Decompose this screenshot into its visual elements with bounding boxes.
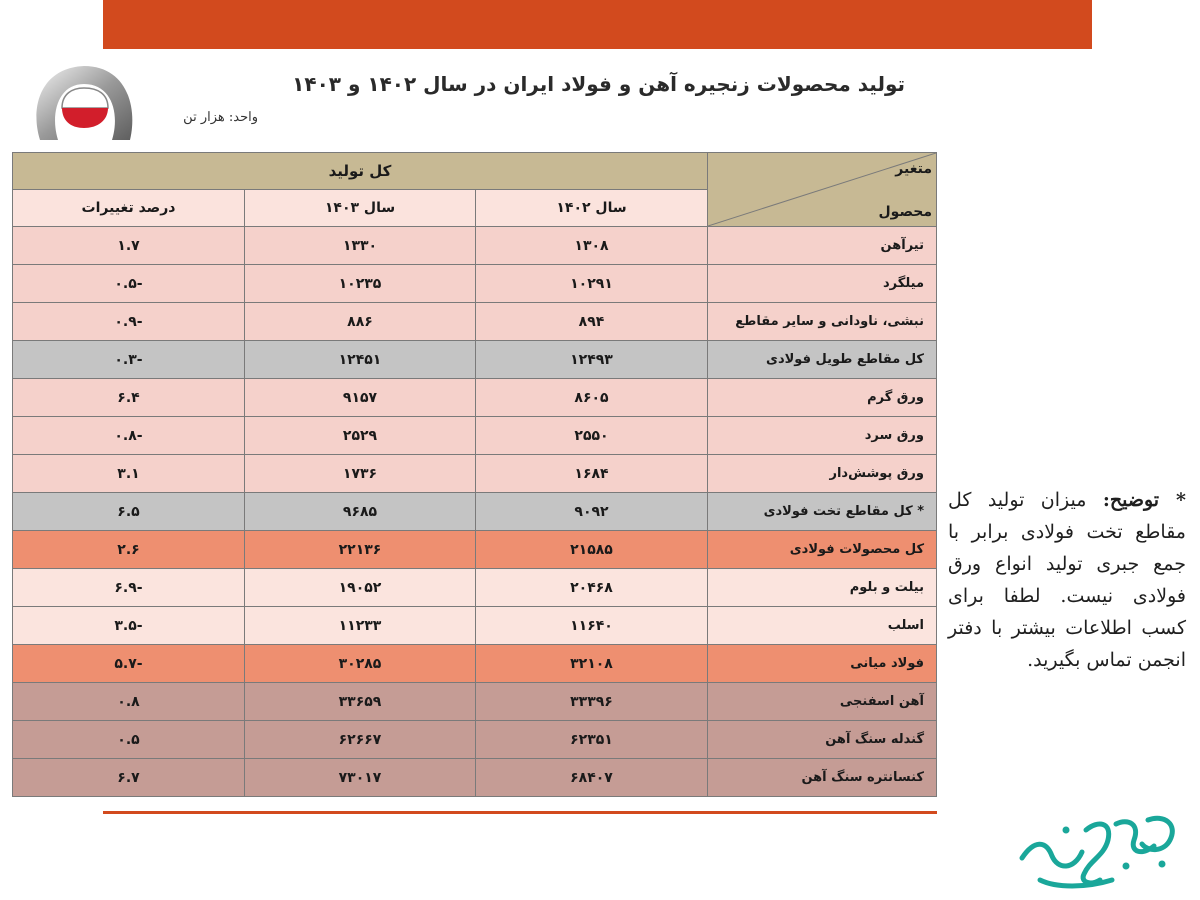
cell-product: کنسانتره سنگ آهن xyxy=(708,759,937,797)
cell-1402: ۱۳۰۸ xyxy=(476,227,708,265)
cell-product: ورق گرم xyxy=(708,379,937,417)
brand-logo-icon xyxy=(1016,800,1186,890)
cell-1402: ۱۰۲۹۱ xyxy=(476,265,708,303)
page-title: تولید محصولات زنجیره آهن و فولاد ایران در سال ۱۴۰۲ و ۱۴۰۳ xyxy=(292,72,905,96)
cell-change: ۲.۶ xyxy=(13,531,245,569)
top-accent-bar xyxy=(103,0,1092,49)
cell-change: -۰.۵ xyxy=(13,265,245,303)
cell-1403: ۱۰۲۳۵ xyxy=(245,265,476,303)
cell-1403: ۹۱۵۷ xyxy=(245,379,476,417)
cell-1403: ۱۲۴۵۱ xyxy=(245,341,476,379)
cell-product: اسلب xyxy=(708,607,937,645)
cell-1402: ۱۱۶۴۰ xyxy=(476,607,708,645)
cell-product: کل مقاطع طویل فولادی xyxy=(708,341,937,379)
cell-product: گندله سنگ آهن xyxy=(708,721,937,759)
column-header-change: درصد تغییرات xyxy=(13,190,245,227)
production-table xyxy=(12,152,936,797)
cell-1403: ۲۲۱۳۶ xyxy=(245,531,476,569)
cell-change: ۶.۴ xyxy=(13,379,245,417)
table-row-total xyxy=(13,645,937,683)
cell-1402: ۸۶۰۵ xyxy=(476,379,708,417)
cell-1402: ۱۲۴۹۳ xyxy=(476,341,708,379)
cell-1402: ۲۱۵۸۵ xyxy=(476,531,708,569)
cell-change: ۰.۵ xyxy=(13,721,245,759)
cell-product: بیلت و بلوم xyxy=(708,569,937,607)
table-row xyxy=(13,683,937,721)
table-row xyxy=(13,265,937,303)
unit-label: واحد: هزار تن xyxy=(183,110,258,125)
cell-change: -۳.۵ xyxy=(13,607,245,645)
table-row xyxy=(13,417,937,455)
table-row xyxy=(13,759,937,797)
group-header-total: کل تولید xyxy=(13,153,708,190)
column-header-1403: سال ۱۴۰۳ xyxy=(245,190,476,227)
cell-1402: ۳۳۳۹۶ xyxy=(476,683,708,721)
cell-product: آهن اسفنجی xyxy=(708,683,937,721)
cell-1403: ۹۶۸۵ xyxy=(245,493,476,531)
cell-change: ۰.۸ xyxy=(13,683,245,721)
cell-change: ۱.۷ xyxy=(13,227,245,265)
cell-change: ۶.۷ xyxy=(13,759,245,797)
table-row xyxy=(13,569,937,607)
cell-1402: ۸۹۴ xyxy=(476,303,708,341)
table-row xyxy=(13,721,937,759)
cell-change: ۳.۱ xyxy=(13,455,245,493)
column-header-1402: سال ۱۴۰۲ xyxy=(476,190,708,227)
table-row xyxy=(13,303,937,341)
cell-1402: ۲۵۵۰ xyxy=(476,417,708,455)
cell-product: فولاد میانی xyxy=(708,645,937,683)
cell-product: تیرآهن xyxy=(708,227,937,265)
cell-product: میلگرد xyxy=(708,265,937,303)
cell-1402: ۶۸۴۰۷ xyxy=(476,759,708,797)
cell-1402: ۹۰۹۲ xyxy=(476,493,708,531)
cell-1402: ۳۲۱۰۸ xyxy=(476,645,708,683)
table-row xyxy=(13,455,937,493)
cell-change: -۵.۷ xyxy=(13,645,245,683)
table-row xyxy=(13,227,937,265)
cell-1403: ۳۳۶۵۹ xyxy=(245,683,476,721)
cell-1403: ۶۲۶۶۷ xyxy=(245,721,476,759)
cell-change: -۰.۸ xyxy=(13,417,245,455)
corner-header xyxy=(708,153,937,227)
association-logo-icon xyxy=(30,58,138,150)
cell-product: ورق پوشش‌دار xyxy=(708,455,937,493)
cell-1402: ۲۰۴۶۸ xyxy=(476,569,708,607)
corner-label-variable: متغیر xyxy=(895,161,932,177)
table-row-total xyxy=(13,531,937,569)
cell-change: -۶.۹ xyxy=(13,569,245,607)
cell-1403: ۱۳۳۰ xyxy=(245,227,476,265)
footnote-label: * توضیح: xyxy=(1102,489,1186,511)
footnote-text: میزان تولید کل مقاطع تخت فولادی برابر با جمع جبری تولید انواع ورق فولادی نیست. لطفا برای کسب اطلاعات بیشتر با دفتر انجمن تماس بگیرید. xyxy=(948,489,1186,671)
table-row-subtotal xyxy=(13,493,937,531)
cell-product: * کل مقاطع تخت فولادی xyxy=(708,493,937,531)
bottom-accent-line xyxy=(103,811,937,814)
corner-label-product: محصول xyxy=(878,204,932,220)
cell-1403: ۲۵۲۹ xyxy=(245,417,476,455)
cell-product: کل محصولات فولادی xyxy=(708,531,937,569)
cell-product: نبشی، ناودانی و سایر مقاطع xyxy=(708,303,937,341)
cell-1403: ۳۰۲۸۵ xyxy=(245,645,476,683)
cell-change: -۰.۳ xyxy=(13,341,245,379)
table-row-subtotal xyxy=(13,341,937,379)
table-row xyxy=(13,379,937,417)
cell-1403: ۷۳۰۱۷ xyxy=(245,759,476,797)
cell-1403: ۸۸۶ xyxy=(245,303,476,341)
footnote xyxy=(948,484,1186,676)
cell-1402: ۱۶۸۴ xyxy=(476,455,708,493)
cell-1403: ۱۷۳۶ xyxy=(245,455,476,493)
cell-1402: ۶۲۳۵۱ xyxy=(476,721,708,759)
cell-1403: ۱۹۰۵۲ xyxy=(245,569,476,607)
cell-product: ورق سرد xyxy=(708,417,937,455)
cell-change: ۶.۵ xyxy=(13,493,245,531)
cell-change: -۰.۹ xyxy=(13,303,245,341)
table-row xyxy=(13,607,937,645)
cell-1403: ۱۱۲۳۳ xyxy=(245,607,476,645)
